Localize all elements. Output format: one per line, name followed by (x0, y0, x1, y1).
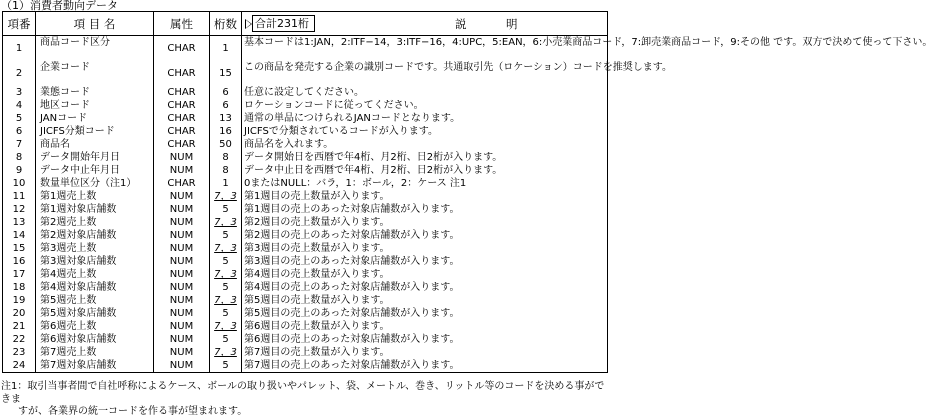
cell-attribute: NUM (154, 229, 210, 242)
cell-digits: 50 (210, 138, 242, 151)
table-row (3, 359, 608, 373)
table-row (3, 151, 608, 164)
table-row (3, 216, 608, 229)
cell-description: 商品名を入れます。 (242, 138, 608, 151)
cell-no: 21 (3, 320, 36, 333)
table-row (3, 333, 608, 346)
cell-digits: 5 (210, 333, 242, 346)
header-attr: 属性 (154, 12, 210, 36)
cell-item-name: 業態コード (36, 86, 154, 99)
cell-item-name: 第5週対象店舗数 (36, 307, 154, 320)
cell-description: 第6週目の売上のあった対象店舗数が入ります。 (242, 333, 608, 346)
cell-no: 12 (3, 203, 36, 216)
cell-digits: 5 (210, 255, 242, 268)
cell-digits: 6 (210, 86, 242, 99)
cell-item-name: 第4週対象店舗数 (36, 281, 154, 294)
cell-description: 第1週目の売上のあった対象店舗数が入ります。 (242, 203, 608, 216)
cell-description: 第4週目の売上のあった対象店舗数が入ります。 (242, 281, 608, 294)
cell-item-name: 地区コード (36, 99, 154, 112)
cell-digits: 13 (210, 112, 242, 125)
cell-no: 10 (3, 177, 36, 190)
table-row (3, 36, 608, 62)
cell-no: 4 (3, 99, 36, 112)
cell-attribute: NUM (154, 151, 210, 164)
cell-no: 2 (3, 61, 36, 86)
table-row (3, 320, 608, 333)
cell-no: 8 (3, 151, 36, 164)
cell-description: 第7週目の売上数量が入ります。 (242, 346, 608, 359)
table-row (3, 281, 608, 294)
cell-attribute: NUM (154, 307, 210, 320)
cell-item-name: 第6週売上数 (36, 320, 154, 333)
cell-no: 14 (3, 229, 36, 242)
cell-digits: 7，3 (210, 216, 242, 229)
cell-item-name: 第3週売上数 (36, 242, 154, 255)
table-row (3, 242, 608, 255)
table-row (3, 190, 608, 203)
cell-attribute: CHAR (154, 112, 210, 125)
footnote-line-2: すが、各業界の統一コードを作る事が望まれます。 (18, 406, 248, 417)
cell-attribute: CHAR (154, 177, 210, 190)
table-body (3, 36, 932, 373)
cell-attribute: NUM (154, 333, 210, 346)
cell-item-name: データ中止年月日 (36, 164, 154, 177)
data-table (2, 11, 932, 373)
cell-digits: 7，3 (210, 190, 242, 203)
table-row (3, 164, 608, 177)
table-row (3, 268, 608, 281)
cell-description: この商品を発売する企業の識別コードです。共通取引先（ロケーション）コードを推奨します。 (242, 61, 608, 86)
cell-attribute: NUM (154, 346, 210, 359)
cell-item-name: 数量単位区分（注1） (36, 177, 154, 190)
cell-item-name: JANコード (36, 112, 154, 125)
table-header-row (3, 12, 608, 36)
header-name: 項 目 名 (36, 12, 154, 36)
cell-no: 5 (3, 112, 36, 125)
cell-description: JICFSで分類されているコードが入ります。 (242, 125, 608, 138)
table-row (3, 86, 608, 99)
cell-no: 6 (3, 125, 36, 138)
cell-item-name: 第2週対象店舗数 (36, 229, 154, 242)
table-row (3, 125, 608, 138)
cell-description: 通常の単品につけられるJANコードとなります。 (242, 112, 608, 125)
header-digits: 桁数 (210, 12, 242, 36)
cell-attribute: NUM (154, 216, 210, 229)
cell-attribute: NUM (154, 190, 210, 203)
cell-item-name: 商品名 (36, 138, 154, 151)
cell-no: 7 (3, 138, 36, 151)
cell-digits: 1 (210, 36, 242, 62)
table-row (3, 346, 608, 359)
cell-digits: 15 (210, 61, 242, 86)
cell-no: 13 (3, 216, 36, 229)
cell-attribute: NUM (154, 294, 210, 307)
cell-no: 11 (3, 190, 36, 203)
header-desc-label: 説 明 (455, 16, 532, 31)
cell-description: 第1週目の売上数量が入ります。 (242, 190, 608, 203)
cell-attribute: CHAR (154, 86, 210, 99)
cell-digits: 5 (210, 281, 242, 294)
cell-item-name: 商品コード区分 (36, 36, 154, 62)
cell-description: 第4週目の売上数量が入ります。 (242, 268, 608, 281)
cell-no: 23 (3, 346, 36, 359)
table-row (3, 294, 608, 307)
table-row (3, 61, 608, 86)
cell-attribute: CHAR (154, 61, 210, 86)
cell-no: 16 (3, 255, 36, 268)
footnote-line-1: 注1：取引当事者間で自社呼称によるケース、ボールの取り扱いやパレット、袋、メートル、巻き、リットル等のコードを決める事ができま (1, 381, 605, 405)
cell-no: 9 (3, 164, 36, 177)
cell-item-name: 第5週売上数 (36, 294, 154, 307)
cell-digits: 5 (210, 359, 242, 373)
cell-item-name: 第6週対象店舗数 (36, 333, 154, 346)
cell-item-name: 第3週対象店舗数 (36, 255, 154, 268)
cell-no: 24 (3, 359, 36, 373)
cell-attribute: NUM (154, 268, 210, 281)
cell-item-name: 第7週対象店舗数 (36, 359, 154, 373)
cell-description: 第5週目の売上のあった対象店舗数が入ります。 (242, 307, 608, 320)
cell-attribute: CHAR (154, 36, 210, 62)
cell-digits: 5 (210, 229, 242, 242)
cell-attribute: NUM (154, 242, 210, 255)
cell-digits: 1 (210, 177, 242, 190)
cell-attribute: NUM (154, 320, 210, 333)
cell-digits: 5 (210, 203, 242, 216)
cell-description: 任意に設定してください。 (242, 86, 608, 99)
cell-attribute: CHAR (154, 125, 210, 138)
cell-description: 第5週目の売上数量が入ります。 (242, 294, 608, 307)
cell-description: ロケーションコードに従ってください。 (242, 99, 608, 112)
cell-digits: 7，3 (210, 346, 242, 359)
table-row (3, 138, 608, 151)
section-title: （1）消費者動向データ (1, 0, 118, 12)
cell-description: 第3週目の売上数量が入ります。 (242, 242, 608, 255)
cell-attribute: NUM (154, 281, 210, 294)
table-row (3, 307, 608, 320)
table-row (3, 255, 608, 268)
footnote (1, 381, 608, 419)
cell-item-name: 第4週売上数 (36, 268, 154, 281)
total-digits-box: 合計231桁 (252, 15, 315, 32)
cell-attribute: NUM (154, 255, 210, 268)
cell-digits: 16 (210, 125, 242, 138)
cell-description: 基本コードは1:JAN，2:ITF−14，3:ITF−16，4:UPC，5:EAN，6:小売業商品コード，7:卸売業商品コード，9:その他 です。双方で決めて使って下さい。 (242, 36, 608, 62)
cell-description: 第2週目の売上数量が入ります。 (242, 216, 608, 229)
cell-description: 0またはNULL：バラ，1：ボール，2：ケース 注1 (242, 177, 608, 190)
header-no: 項番 (3, 12, 36, 36)
cell-description: 第7週目の売上のあった対象店舗数が入ります。 (242, 359, 608, 373)
cell-item-name: 第1週対象店舗数 (36, 203, 154, 216)
cell-digits: 7，3 (210, 242, 242, 255)
cell-attribute: CHAR (154, 99, 210, 112)
cell-no: 15 (3, 242, 36, 255)
cell-digits: 7，3 (210, 294, 242, 307)
table-row (3, 229, 608, 242)
cell-item-name: 第7週売上数 (36, 346, 154, 359)
cell-description: データ中止日を西暦で年4桁、月2桁、日2桁が入ります。 (242, 164, 608, 177)
cell-no: 18 (3, 281, 36, 294)
cell-no: 20 (3, 307, 36, 320)
cell-no: 17 (3, 268, 36, 281)
cell-description: 第2週目の売上のあった対象店舗数が入ります。 (242, 229, 608, 242)
cell-item-name: 企業コード (36, 61, 154, 86)
cell-item-name: JICFS分類コード (36, 125, 154, 138)
cell-no: 3 (3, 86, 36, 99)
cell-no: 19 (3, 294, 36, 307)
cell-item-name: 第2週売上数 (36, 216, 154, 229)
cell-attribute: NUM (154, 359, 210, 373)
cell-digits: 7，3 (210, 268, 242, 281)
cell-digits: 5 (210, 307, 242, 320)
cell-digits: 6 (210, 99, 242, 112)
cell-description: 第6週目の売上数量が入ります。 (242, 320, 608, 333)
cell-attribute: CHAR (154, 138, 210, 151)
cell-description: データ開始日を西暦で年4桁、月2桁、日2桁が入ります。 (242, 151, 608, 164)
table-row (3, 99, 608, 112)
cell-no: 22 (3, 333, 36, 346)
cell-item-name: データ開始年月日 (36, 151, 154, 164)
cell-digits: 7，3 (210, 320, 242, 333)
table-row (3, 203, 608, 216)
table-row (3, 112, 608, 125)
cell-digits: 8 (210, 164, 242, 177)
header-desc (242, 12, 608, 36)
cell-description: 第3週目の売上のあった対象店舗数が入ります。 (242, 255, 608, 268)
cell-attribute: NUM (154, 164, 210, 177)
cell-item-name: 第1週売上数 (36, 190, 154, 203)
cell-no: 1 (3, 36, 36, 62)
cell-digits: 8 (210, 151, 242, 164)
table-row (3, 177, 608, 190)
cell-attribute: NUM (154, 203, 210, 216)
